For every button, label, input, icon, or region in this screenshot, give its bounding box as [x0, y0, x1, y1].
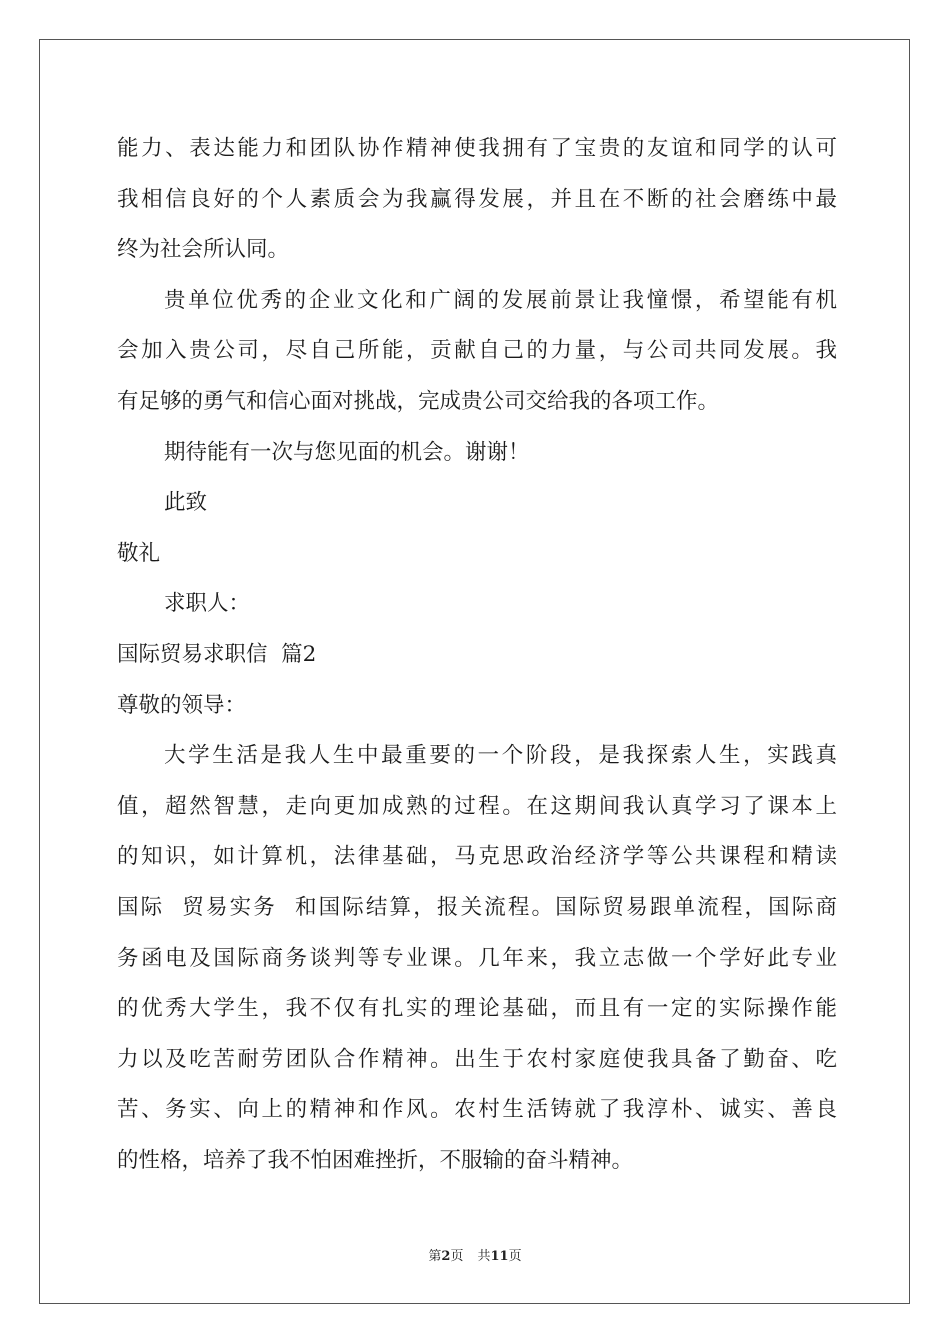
body-line: 务函电及国际商务谈判等专业课。几年来，我立志做一个学好此专业: [117, 945, 837, 971]
body-line: 我相信良好的个人素质会为我赢得发展，并且在不断的社会磨练中最: [117, 186, 837, 212]
body-line: 的优秀大学生，我不仅有扎实的理论基础，而且有一定的实际操作能: [117, 996, 837, 1022]
total-prefix: 共: [477, 1249, 491, 1264]
body-line: 会加入贵公司，尽自己所能，贡献自己的力量，与公司共同发展。我: [117, 338, 837, 364]
body-line: 的性格，培养了我不怕困难挫折，不服输的奋斗精神。: [117, 1147, 634, 1173]
body-line: 苦、务实、向上的精神和作风。农村生活铸就了我淳朴、诚实、善良: [117, 1097, 837, 1123]
page-prefix: 第: [428, 1249, 442, 1264]
body-line: 有足够的勇气和信心面对挑战，完成贵公司交给我的各项工作。: [117, 388, 720, 414]
section-heading: 国际贸易求职信 篇2: [117, 641, 317, 667]
body-line: 值，超然智慧，走向更加成熟的过程。在这期间我认真学习了课本上: [117, 793, 837, 819]
body-line: 力以及吃苦耐劳团队合作精神。出生于农村家庭使我具备了勤奋、吃: [117, 1046, 837, 1072]
page-footer: [0, 1245, 950, 1264]
body-line: 大学生活是我人生中最重要的一个阶段，是我探索人生，实践真: [164, 743, 837, 769]
body-line: 能力、表达能力和团队协作精神使我拥有了宝贵的友谊和同学的认可: [117, 136, 837, 161]
closing-regards: 敬礼: [117, 540, 161, 566]
greeting: 尊敬的领导：: [117, 692, 247, 718]
closing-salutation: 此致: [164, 490, 208, 516]
total-unit: 页: [508, 1249, 522, 1264]
applicant-signature: 求职人：: [164, 591, 251, 617]
body-line: 贵单位优秀的企业文化和广阔的发展前景让我憧憬，希望能有机: [164, 287, 837, 313]
page-total: 11: [490, 1249, 509, 1264]
body-line: 终为社会所认同。: [117, 237, 290, 263]
body-line: 国际 贸易实务 和国际结算，报关流程。国际贸易跟单流程，国际商: [117, 894, 837, 920]
page-current: 2: [441, 1249, 451, 1264]
body-line: 期待能有一次与您见面的机会。谢谢！: [164, 439, 530, 465]
document-body: [117, 124, 837, 1186]
page-unit: 页: [450, 1249, 464, 1264]
body-line: 的知识，如计算机，法律基础，马克思政治经济学等公共课程和精读: [117, 844, 837, 870]
